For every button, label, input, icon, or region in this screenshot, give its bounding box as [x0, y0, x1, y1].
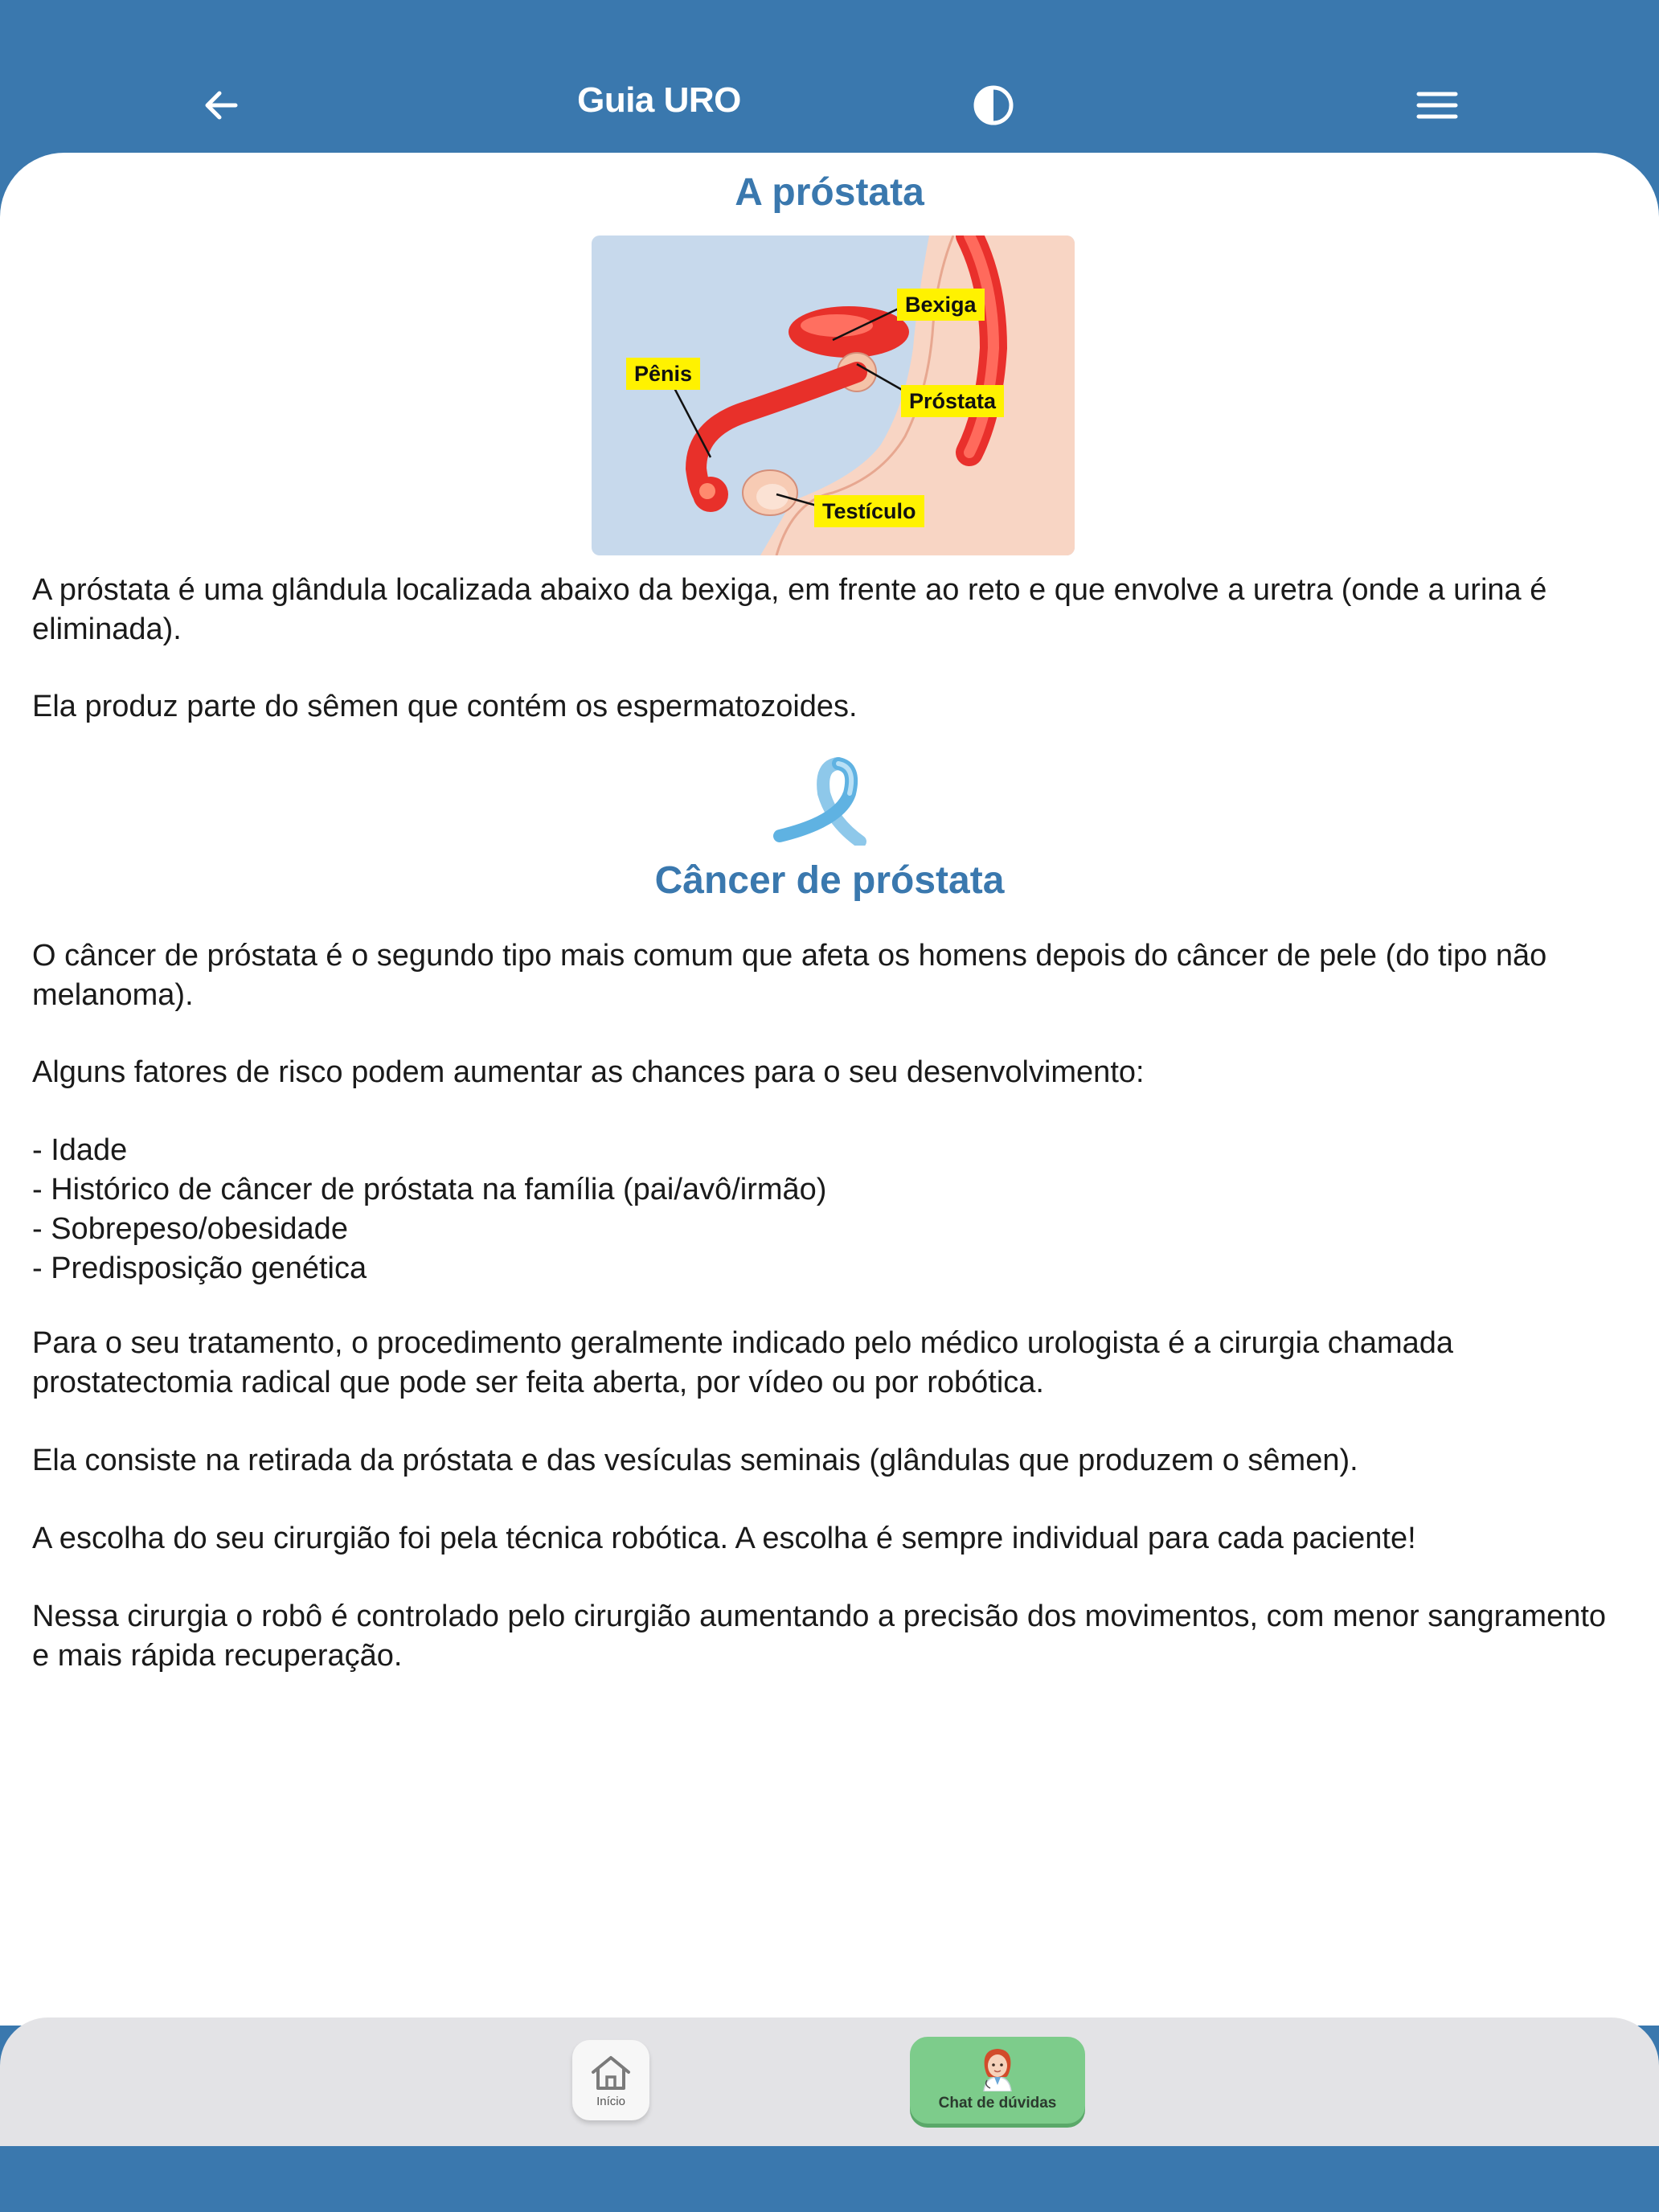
menu-button[interactable] [1408, 76, 1466, 134]
back-button[interactable] [192, 76, 250, 134]
surgeon-choice-paragraph: A escolha do seu cirurgião foi pela técnica robótica. A escolha é sempre individual para cada paciente! [32, 1522, 1416, 1555]
contrast-icon [971, 83, 1016, 128]
cancer-section-title: Câncer de próstata [654, 859, 1005, 902]
list-item: - Predisposição genética [32, 1251, 367, 1285]
prostate-description-paragraph: A próstata é uma glândula localizada abaixo da bexiga, em frente ao reto e que envolve a uretra (onde a urina é eliminada). [32, 573, 1547, 646]
chat-button[interactable] [910, 2037, 1085, 2124]
figure-label-prostate: Próstata [901, 385, 1004, 417]
top-app-bar [0, 0, 1659, 161]
list-item: - Histórico de câncer de próstata na família (pai/avô/irmão) [32, 1173, 827, 1206]
prostate-function-paragraph: Ela produz parte do sêmen que contém os espermatozoides. [32, 690, 858, 723]
figure-label-penis: Pênis [626, 358, 700, 390]
home-button-label: Início [596, 2094, 625, 2108]
procedure-paragraph: Ela consiste na retirada da próstata e das vesículas seminais (glândulas que produzem o sêmen). [32, 1444, 1358, 1477]
risk-factors-intro: Alguns fatores de risco podem aumentar as chances para o seu desenvolvimento: [32, 1055, 1145, 1089]
hamburger-menu-icon [1415, 89, 1459, 121]
home-button[interactable] [572, 2040, 649, 2120]
prostate-anatomy-figure [592, 236, 1075, 555]
figure-label-testicle: Testículo [814, 495, 924, 527]
bottom-navigation [0, 2017, 1659, 2146]
chat-button-label: Chat de dúvidas [938, 2095, 1057, 2112]
home-icon [588, 2053, 633, 2093]
risk-factors-list [32, 1131, 1628, 1288]
robotic-surgery-paragraph: Nessa cirurgia o robô é controlado pelo cirurgião aumentando a precisão dos movimentos, com menor sangramento e mais rápida recuperação. [32, 1600, 1607, 1673]
contrast-toggle-button[interactable] [965, 76, 1022, 134]
figure-label-bladder: Bexiga [897, 289, 985, 321]
doctor-avatar-icon [974, 2045, 1021, 2091]
list-item: - Sobrepeso/obesidade [32, 1212, 348, 1246]
prostate-section-title: A próstata [735, 171, 924, 214]
system-footer-bar [0, 2146, 1659, 2212]
list-item: - Idade [32, 1133, 128, 1167]
cancer-intro-paragraph: O câncer de próstata é o segundo tipo mais comum que afeta os homens depois do câncer de pele (do tipo não melanoma). [32, 939, 1547, 1012]
app-title: Guia URO [577, 80, 741, 120]
treatment-paragraph: Para o seu tratamento, o procedimento geralmente indicado pelo médico urologista é a cirurgia chamada prostatectomia radical que pode ser feita aberta, por vídeo ou por robótica. [32, 1326, 1454, 1399]
arrow-left-icon [200, 84, 242, 126]
awareness-ribbon-icon [760, 757, 880, 846]
content-card [0, 153, 1659, 2026]
